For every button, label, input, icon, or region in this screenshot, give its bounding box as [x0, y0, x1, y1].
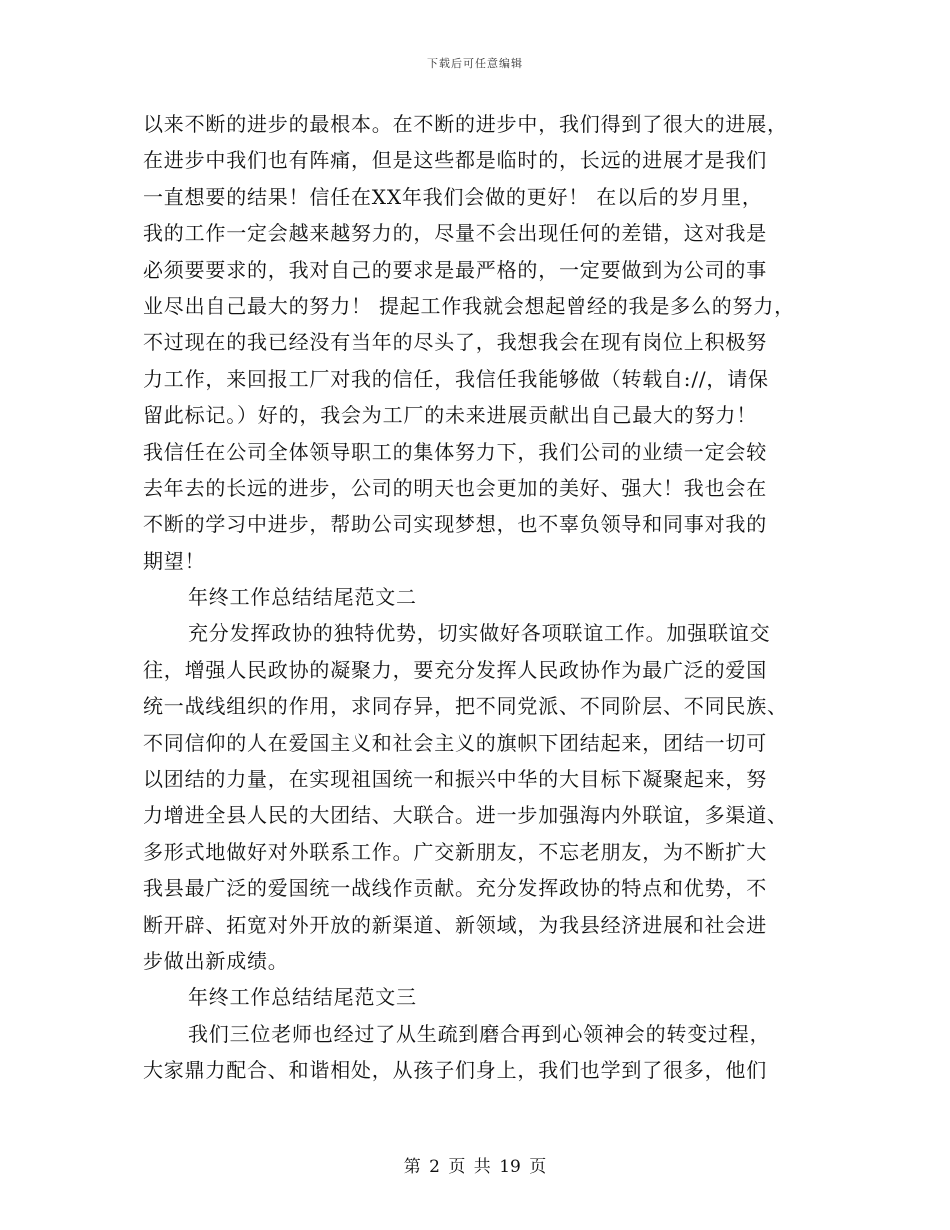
page-header-note: 下载后可任意编辑: [427, 57, 523, 70]
section-heading: 年终工作总结结尾范文三: [188, 985, 417, 1010]
body-line: 充分发挥政协的独特优势，切实做好各项联谊工作。加强联谊交: [188, 621, 771, 646]
body-line: 我县最广泛的爱国统一战线作贡献。充分发挥政协的特点和优势，不: [143, 876, 767, 901]
body-line: 在进步中我们也有阵痛，但是这些都是临时的，长远的进展才是我们: [143, 148, 767, 173]
body-line: 必须要要求的，我对自己的要求是最严格的，一定要做到为公司的事: [143, 257, 767, 282]
body-line: 步做出新成绩。: [143, 948, 289, 973]
body-line: 期望！: [143, 548, 206, 573]
body-line: 一直想要的结果！信任在XX年我们会做的更好！ 在以后的岁月里，: [143, 184, 763, 209]
document-body: [143, 106, 823, 1089]
body-line: 以团结的力量，在实现祖国统一和振兴中华的大目标下凝聚起来，努: [143, 767, 767, 792]
body-line: 我信任在公司全体领导职工的集体努力下，我们公司的业绩一定会较: [143, 439, 767, 464]
section-heading: 年终工作总结结尾范文二: [188, 585, 417, 610]
body-line: 统一战线组织的作用，求同存异，把不同党派、不同阶层、不同民族、: [143, 694, 788, 719]
body-line: 我的工作一定会越来越努力的，尽量不会出现任何的差错，这对我是: [143, 221, 767, 246]
body-line: 去年去的长远的进步，公司的明天也会更加的美好、强大！我也会在: [143, 475, 767, 500]
page-number-footer: 第 2 页 共 19 页: [403, 1157, 547, 1177]
body-line: 留此标记。）好的，我会为工厂的未来进展贡献出自己最大的努力！: [143, 403, 757, 428]
body-line: 多形式地做好对外联系工作。广交新朋友，不忘老朋友，为不断扩大: [143, 839, 767, 864]
body-line: 往，增强人民政协的凝聚力，要充分发挥人民政协作为最广泛的爱国: [143, 657, 767, 682]
body-line: 力增进全县人民的大团结、大联合。进一步加强海内外联谊，多渠道、: [143, 803, 788, 828]
body-line: 我们三位老师也经过了从生疏到磨合再到心领神会的转变过程，: [188, 1021, 771, 1046]
body-line: 不同信仰的人在爱国主义和社会主义的旗帜下团结起来，团结一切可: [143, 730, 767, 755]
body-line: 业尽出自己最大的努力！ 提起工作我就会想起曾经的我是多么的努力，: [143, 293, 795, 318]
body-line: 大家鼎力配合、和谐相处，从孩子们身上，我们也学到了很多，他们: [143, 1058, 767, 1083]
body-line: 不过现在的我已经没有当年的尽头了，我想我会在现有岗位上积极努: [143, 330, 767, 355]
body-line: 以来不断的进步的最根本。在不断的进步中，我们得到了很大的进展，: [143, 112, 788, 136]
body-line: 断开辟、拓宽对外开放的新渠道、新领域，为我县经济进展和社会进: [143, 912, 767, 937]
body-line: 不断的学习中进步，帮助公司实现梦想，也不辜负领导和同事对我的: [143, 512, 767, 537]
body-line: 力工作，来回报工厂对我的信任，我信任我能够做（转载自://，请保: [143, 366, 769, 391]
